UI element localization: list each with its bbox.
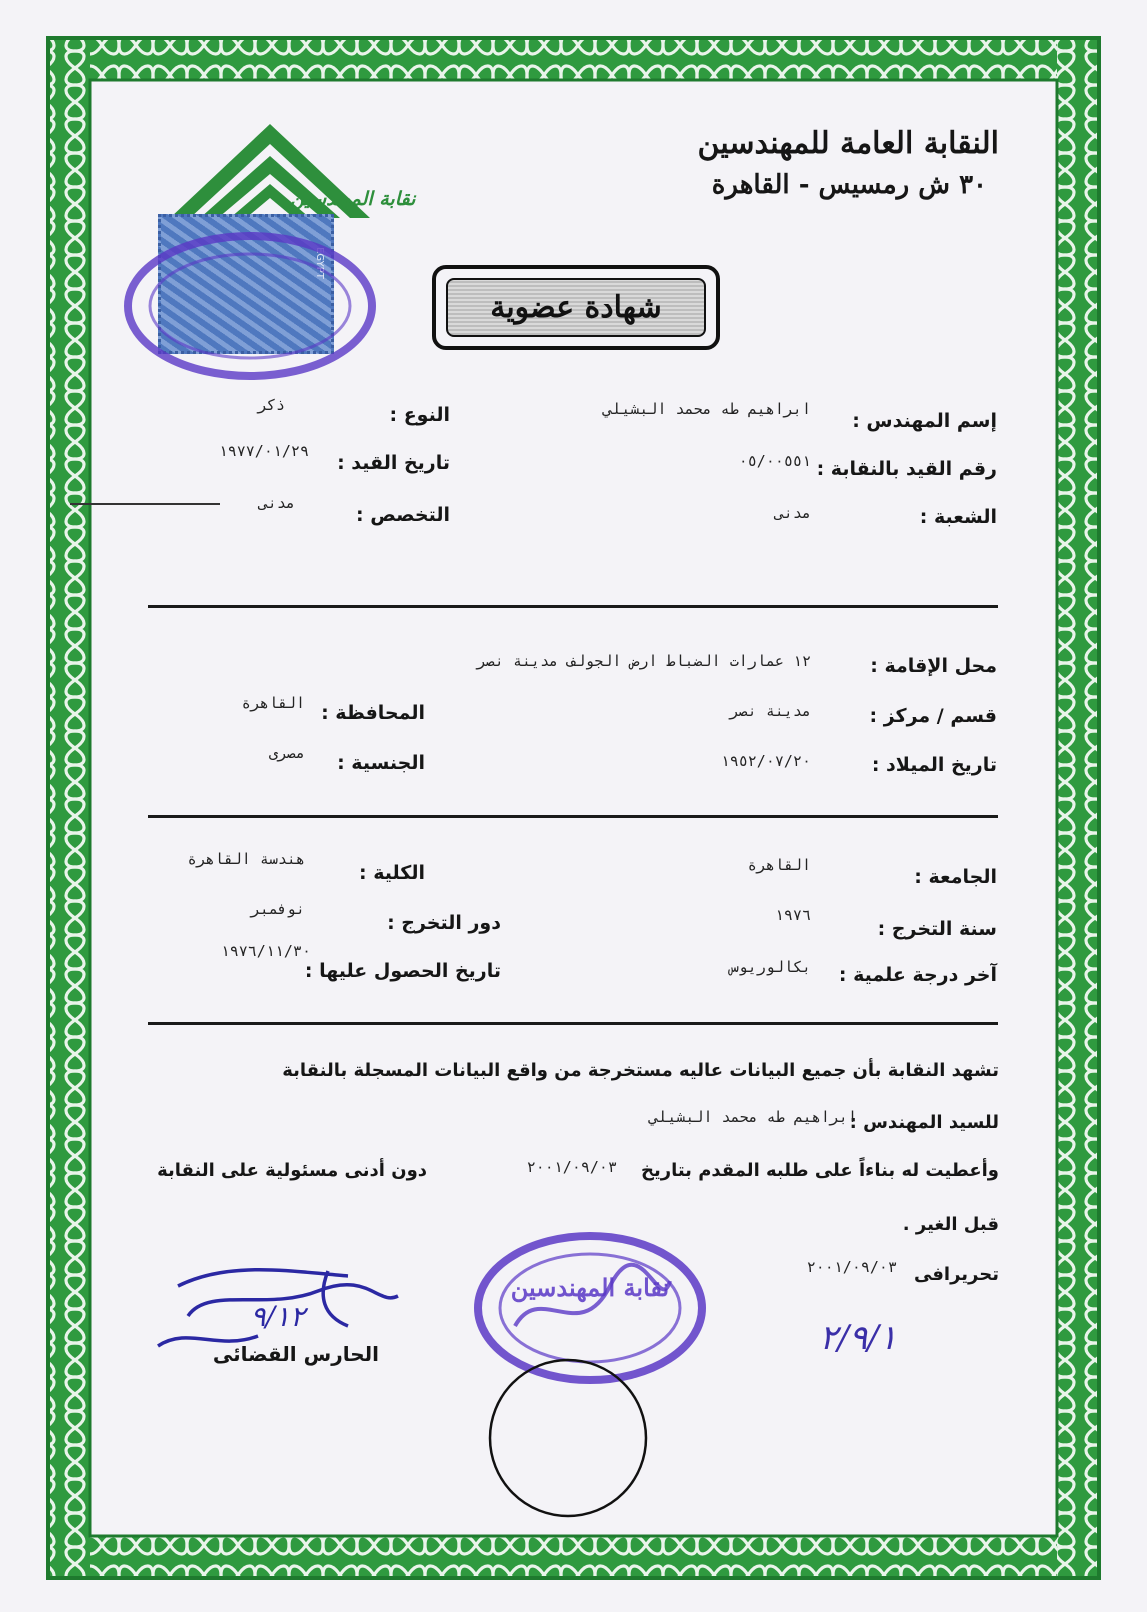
district-value: مدينة نصر — [729, 702, 811, 720]
title-box — [432, 265, 720, 350]
gender-label: النوع : — [389, 404, 450, 426]
graduation-year-value: ١٩٧٦ — [774, 906, 811, 924]
degree-value: بكالوريوس — [729, 958, 811, 976]
governorate-value: القاهرة — [241, 694, 305, 712]
engineer-name-value: ابراهيم طه محمد البشيلي — [603, 400, 811, 418]
degree-label: آخر درجة علمية : — [838, 964, 997, 986]
certification-recipient-label: للسيد المهندس : — [849, 1112, 999, 1133]
logo-text: نقابة المهندسين — [290, 188, 416, 210]
registration-number-label: رقم القيد بالنقابة : — [816, 458, 997, 480]
specialty-value: مدنى — [258, 494, 295, 512]
certification-line-3a: وأعطيت له بناءاً على طلبه المقدم بتاريخ — [640, 1160, 999, 1181]
division-value: مدنى — [774, 504, 811, 522]
graduation-round-value: نوفمبر — [250, 900, 305, 918]
university-label: الجامعة : — [914, 866, 997, 888]
issued-date-value: ٢٠٠١/٠٩/٠٣ — [806, 1258, 897, 1276]
degree-date-label: تاريخ الحصول عليها : — [304, 960, 501, 982]
division-label: الشعبة : — [919, 506, 997, 528]
birth-date-value: ١٩٥٢/٠٧/٢٠ — [720, 752, 811, 770]
certificate-title: شهادة عضوية — [490, 290, 662, 325]
engineer-name-label: إسم المهندس : — [852, 410, 997, 432]
stamp-text: EGYPT — [314, 247, 325, 279]
gender-value: ذكر — [257, 396, 285, 414]
divider-2 — [148, 815, 998, 818]
specialty-line — [70, 503, 220, 505]
guardian-date: ٩/١٢ — [250, 1300, 305, 1333]
residence-value: ١٢ عمارات الضباط ارض الجولف مدينة نصر — [476, 652, 811, 670]
registration-number-value: ٠٥/٠٠٥٥١ — [738, 452, 811, 470]
certification-line-4: قبل الغير . — [902, 1214, 999, 1235]
birth-date-label: تاريخ الميلاد : — [871, 754, 997, 776]
guardian-label: الحارس القضائى — [212, 1342, 379, 1366]
faculty-value: هندسة القاهرة — [187, 850, 305, 868]
registration-date-value: ١٩٧٧/٠١/٢٩ — [218, 442, 309, 460]
university-value: القاهرة — [747, 856, 811, 874]
org-address: ٣٠ ش رمسيس - القاهرة — [711, 170, 987, 200]
specialty-label: التخصص : — [356, 504, 450, 526]
divider-3 — [148, 1022, 998, 1025]
seal-date: ٢/٩/١ — [819, 1318, 897, 1358]
district-label: قسم / مركز : — [869, 705, 997, 727]
graduation-round-label: دور التخرج : — [387, 912, 501, 934]
certification-line-1: تشهد النقابة بأن جميع البيانات عاليه مستخرجة من واقع البيانات المسجلة بالنقابة — [282, 1060, 999, 1081]
title-inner — [446, 278, 706, 337]
residence-label: محل الإقامة : — [870, 655, 997, 677]
faculty-label: الكلية : — [359, 862, 425, 884]
degree-date-value: ١٩٧٦/١١/٣٠ — [220, 942, 311, 960]
request-date-value: ٢٠٠١/٠٩/٠٣ — [526, 1158, 617, 1176]
nationality-label: الجنسية : — [337, 752, 425, 774]
certification-line-3b: دون أدنى مسئولية على النقابة — [157, 1160, 427, 1181]
graduation-year-label: سنة التخرج : — [877, 918, 997, 940]
blank-stamp-circle — [486, 1356, 650, 1520]
governorate-label: المحافظة : — [321, 702, 425, 724]
issued-label: تحريرافى — [913, 1264, 999, 1285]
registration-date-label: تاريخ القيد : — [337, 452, 450, 474]
cancellation-seal — [120, 226, 380, 396]
certification-recipient-value: ابراهيم طه محمد البشيلي — [649, 1108, 857, 1126]
org-name: النقابة العامة للمهندسين — [697, 126, 999, 161]
divider-1 — [148, 605, 998, 608]
nationality-value: مصرى — [268, 744, 305, 762]
seal-text: نقابة المهندسين — [510, 1273, 670, 1302]
